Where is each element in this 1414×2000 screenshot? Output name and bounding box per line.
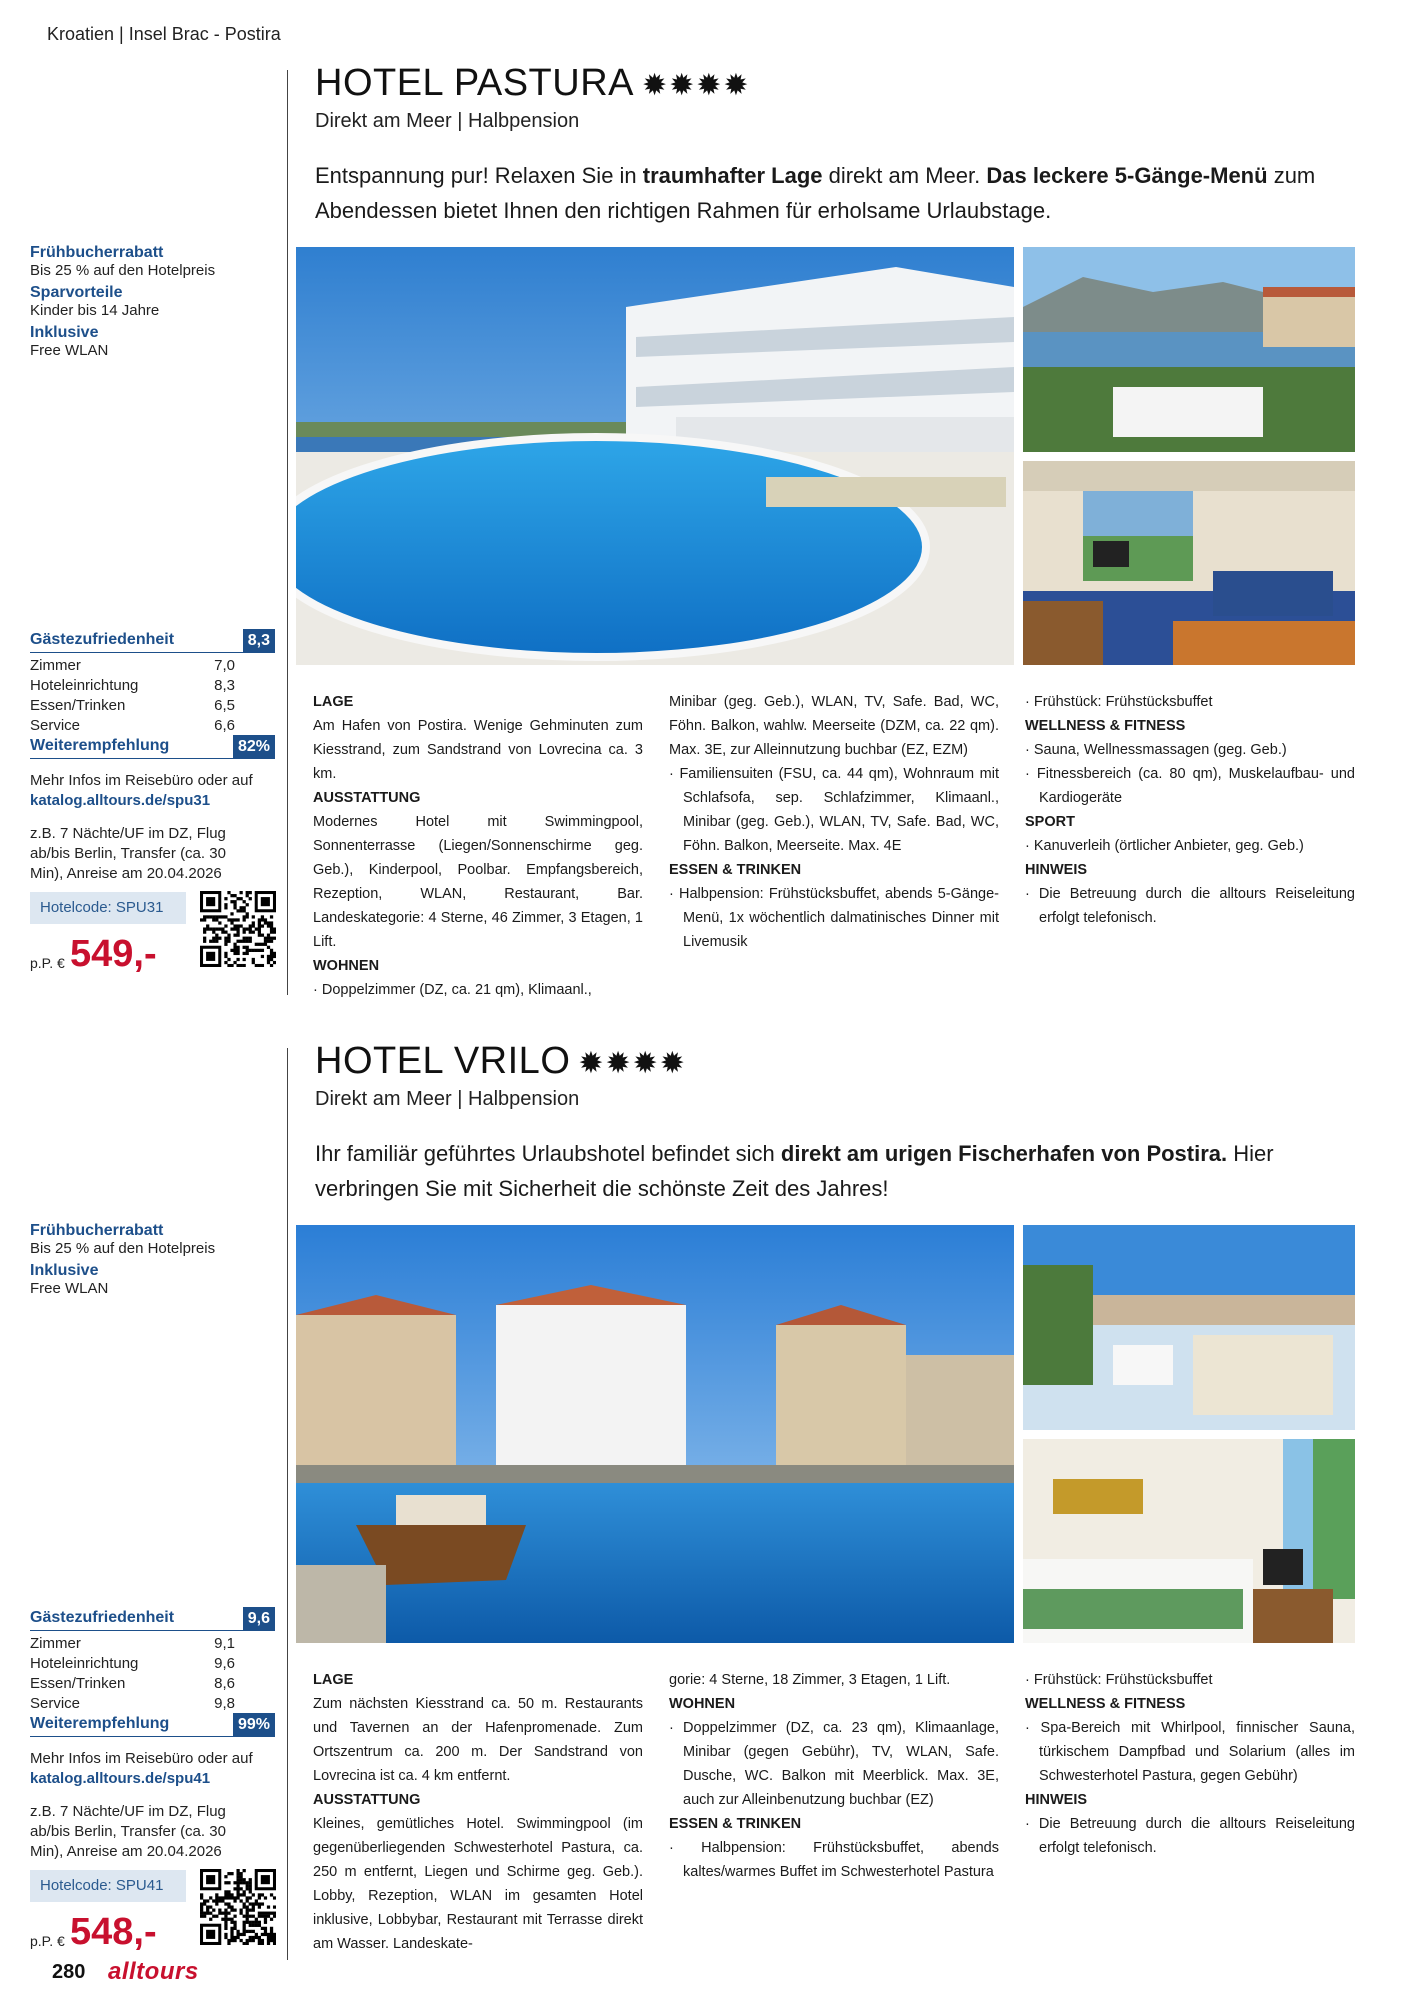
catalog-link[interactable]: katalog.alltours.de/spu31 [30,792,211,809]
section-heading: AUSSTATTUNG [313,1792,421,1808]
recommendation-row [30,737,275,759]
brand-logo: alltours [108,1958,199,1985]
hotel-room-photo [1023,461,1355,665]
rating-label: Hoteleinrichtung [30,1655,139,1672]
star-rating: ✹✹✹✹ [642,69,751,102]
section-heading: WELLNESS & FITNESS [1025,718,1186,734]
rating-value: 8,6 [214,1675,235,1692]
intro-segment: Ihr familiär geführtes Urlaubshotel befindet sich [315,1141,781,1166]
price: 548,- [70,1911,157,1953]
benefit-text: Bis 25 % auf den Hotelpreis [30,262,216,279]
section-heading: WOHNEN [313,958,380,974]
benefits-list [30,1222,280,1302]
hotel-intro [315,158,1375,228]
bullet-item: · Familiensuiten (FSU, ca. 44 qm), Wohnraum mit Schlafsofa, sep. Schlafzimmer, Klimaanl., Minibar (geg. Geb.), WLAN, TV, Safe. Bad, WC, Föhn. Balkon, Meerseite. Max. 4E [669,766,999,854]
benefit-heading: Inklusive [30,324,99,341]
rating-label: Zimmer [30,1635,81,1652]
breadcrumb: Kroatien | Insel Brac - Postira [47,24,281,44]
section-heading: LAGE [313,694,354,710]
rating-label: Service [30,717,81,734]
section-heading: AUSSTATTUNG [313,790,421,806]
section-heading: LAGE [313,1672,354,1688]
rating-label: Service [30,1695,81,1712]
hotel-subtitle: Direkt am Meer | Halbpension [315,1088,580,1110]
rating-row [30,677,235,697]
paragraph: gorie: 4 Sterne, 18 Zimmer, 3 Etagen, 1 Lift. [669,1672,951,1688]
benefit-heading: Frühbucherrabatt [30,1222,164,1239]
more-info: Mehr Infos im Reisebüro oder auf katalog.alltours.de/spu31 [30,772,253,809]
bullet-item: · Frühstück: Frühstücksbuffet [1025,694,1213,710]
benefit-text: Bis 25 % auf den Hotelpreis [30,1240,216,1257]
satisfaction-header [30,1609,275,1631]
section-heading: HINWEIS [1025,862,1088,878]
section-divider [287,1048,288,1960]
section-heading: ESSEN & TRINKEN [669,1816,802,1832]
section-heading: SPORT [1025,814,1075,830]
satisfaction-score-badge: 9,6 [243,1607,275,1631]
hotel-name: HOTEL VRILO [315,1040,571,1082]
rating-value: 7,0 [214,657,235,674]
satisfaction-header [30,631,275,653]
benefit-text: Kinder bis 14 Jahre [30,302,160,319]
benefit-heading: Sparvorteile [30,284,123,301]
bullet-item: · Fitnessbereich (ca. 80 qm), Muskelaufbau- und Kardiogeräte [1025,766,1355,806]
bullet-item: · Die Betreuung durch die alltours Reiseleitung erfolgt telefonisch. [1025,886,1355,926]
qr-code-icon[interactable] [200,891,276,967]
recommendation-label: Weiterempfehlung [30,1715,170,1732]
rating-row [30,717,235,737]
page-number: 280 [52,1961,86,1983]
details-column-2 [669,1668,999,1884]
section-heading: WELLNESS & FITNESS [1025,1696,1186,1712]
rating-rows [30,1635,235,1715]
bullet-item: · Sauna, Wellnessmassagen (geg. Geb.) [1025,742,1287,758]
hotel-pool-photo [296,247,1014,665]
catalog-link[interactable]: katalog.alltours.de/spu41 [30,1770,211,1787]
rating-row [30,1675,235,1695]
price-example: z.B. 7 Nächte/UF im DZ, Flug ab/bis Berlin, Transfer (ca. 30 Min), Anreise am 20.04.2026 [30,825,226,882]
recommendation-label: Weiterempfehlung [30,737,170,754]
price-prefix: p.P. € [30,1933,65,1949]
rating-value: 9,8 [214,1695,235,1712]
paragraph: Zum nächsten Kiesstrand ca. 50 m. Restaurants und Tavernen an der Hafenpromenade. Zum Ortszentrum ca. 200 m. Der Sandstrand von Lovrecina ist ca. 4 km entfernt. [313,1696,643,1784]
recommendation-badge: 82% [233,735,275,759]
rating-row [30,1635,235,1655]
paragraph: Modernes Hotel mit Swimmingpool, Sonnenterrasse (Liegen/Sonnenschirme geg. Geb.), Kinderpool, Poolbar. Empfangsbereich, Rezeption, WLAN, Restaurant, Bar. Landeskategorie: 4 Sterne, 46 Zimmer, 3 Etagen, 1 Lift. [313,814,643,950]
harbour-dining-photo [1023,247,1355,452]
details-column-1 [313,690,643,1002]
section-heading: ESSEN & TRINKEN [669,862,802,878]
rating-value: 6,6 [214,717,235,734]
price: 549,- [70,933,157,975]
bullet-item: · Kanuverleih (örtlicher Anbieter, geg. Geb.) [1025,838,1304,854]
qr-code-icon[interactable] [200,1869,276,1945]
hotel-title-vrilo [315,1040,687,1083]
bullet-item: · Halbpension: Frühstücksbuffet, abends kaltes/warmes Buffet im Schwesterhotel Pastura [669,1840,999,1880]
rating-value: 8,3 [214,677,235,694]
details-column-2 [669,690,999,954]
rating-value: 9,1 [214,1635,235,1652]
intro-segment: direkt am urigen Fischerhafen von Postira. [780,1141,1228,1166]
rating-row [30,697,235,717]
recommendation-row [30,1715,275,1737]
intro-segment: Hier verbringen Sie mit Sicherheit die schönste Zeit des Jahres! [315,1141,1274,1201]
terrace-view-photo [1023,1225,1355,1430]
hotel-name: HOTEL PASTURA [315,62,634,104]
intro-segment: Das leckere 5-Gänge-Menü [986,163,1268,188]
details-column-1 [313,1668,643,1956]
benefits-list [30,244,280,364]
paragraph: Kleines, gemütliches Hotel. Swimmingpool (im gegenüberliegenden Schwesterhotel Pastura, ca. 250 m entfernt, Liegen und Schirme geg. Geb.). Lobby, Rezeption, WLAN im gesamten Hotel inklusive, Lobbybar, Restaurant mit Terrasse direkt am Wasser. Landeskate- [313,1816,643,1952]
harbour-hotel-photo [296,1225,1014,1643]
hotel-subtitle: Direkt am Meer | Halbpension [315,110,580,132]
bullet-item: · Doppelzimmer (DZ, ca. 21 qm), Klimaanl., [313,982,592,998]
benefit-heading: Inklusive [30,1262,99,1279]
more-info: Mehr Infos im Reisebüro oder auf katalog.alltours.de/spu41 [30,1750,253,1787]
bullet-item: · Spa-Bereich mit Whirlpool, finnischer Sauna, türkischem Dampfbad und Solarium (alles im Schwesterhotel Pastura, gegen Gebühr) [1025,1720,1355,1784]
rating-row [30,657,235,677]
rating-label: Essen/Trinken [30,1675,126,1692]
rating-value: 9,6 [214,1655,235,1672]
paragraph: Am Hafen von Postira. Wenige Gehminuten zum Kiesstrand, zum Sandstrand von Lovrecina ca. 3 km. [313,718,643,782]
rating-value: 6,5 [214,697,235,714]
rating-label: Hoteleinrichtung [30,677,139,694]
benefit-heading: Frühbucherrabatt [30,244,164,261]
section-heading: HINWEIS [1025,1792,1088,1808]
rating-row [30,1695,235,1715]
bullet-item: · Die Betreuung durch die alltours Reiseleitung erfolgt telefonisch. [1025,1816,1355,1856]
details-column-3 [1025,690,1355,930]
satisfaction-label: Gästezufriedenheit [30,631,175,648]
hotel-intro [315,1136,1375,1206]
bullet-item: · Halbpension: Frühstücksbuffet, abends 5-Gänge-Menü, 1x wöchentlich dalmatinisches Dinner mit Livemusik [669,886,999,950]
room-photo [1023,1439,1355,1643]
price-example: z.B. 7 Nächte/UF im DZ, Flug ab/bis Berlin, Transfer (ca. 30 Min), Anreise am 20.04.2026 [30,1803,226,1860]
rating-label: Zimmer [30,657,81,674]
benefit-text: Free WLAN [30,342,109,359]
details-column-3 [1025,1668,1355,1860]
intro-segment: direkt am Meer. [822,163,987,188]
hotelcode-box: Hotelcode: SPU31 [30,892,186,924]
intro-segment: traumhafter Lage [642,163,823,188]
price-prefix: p.P. € [30,955,65,971]
bullet-item: · Frühstück: Frühstücksbuffet [1025,1672,1213,1688]
satisfaction-label: Gästezufriedenheit [30,1609,175,1626]
section-heading: WOHNEN [669,1696,736,1712]
section-divider [287,70,288,995]
rating-rows [30,657,235,737]
satisfaction-score-badge: 8,3 [243,629,275,653]
bullet-item: · Doppelzimmer (DZ, ca. 23 qm), Klimaanlage, Minibar (gegen Gebühr), TV, WLAN, Safe. Dusche, WC. Balkon mit Meerblick. Max. 3E, auch zur Alleinbenutzung buchbar (EZ) [669,1720,999,1808]
rating-row [30,1655,235,1675]
paragraph: Minibar (geg. Geb.), WLAN, TV, Safe. Bad, WC, Föhn. Balkon, wahlw. Meerseite (DZM, ca. 22 qm). Max. 3E, zur Alleinnutzung buchbar (EZ, EZM) [669,694,999,758]
star-rating: ✹✹✹✹ [578,1047,687,1080]
recommendation-badge: 99% [233,1713,275,1737]
hotelcode-box: Hotelcode: SPU41 [30,1870,186,1902]
intro-segment: Entspannung pur! Relaxen Sie in [315,163,643,188]
hotel-title-pastura [315,62,751,105]
intro-segment: zum Abendessen bietet Ihnen den richtigen Rahmen für erholsame Urlaubstage. [315,163,1316,223]
rating-label: Essen/Trinken [30,697,126,714]
benefit-text: Free WLAN [30,1280,109,1297]
